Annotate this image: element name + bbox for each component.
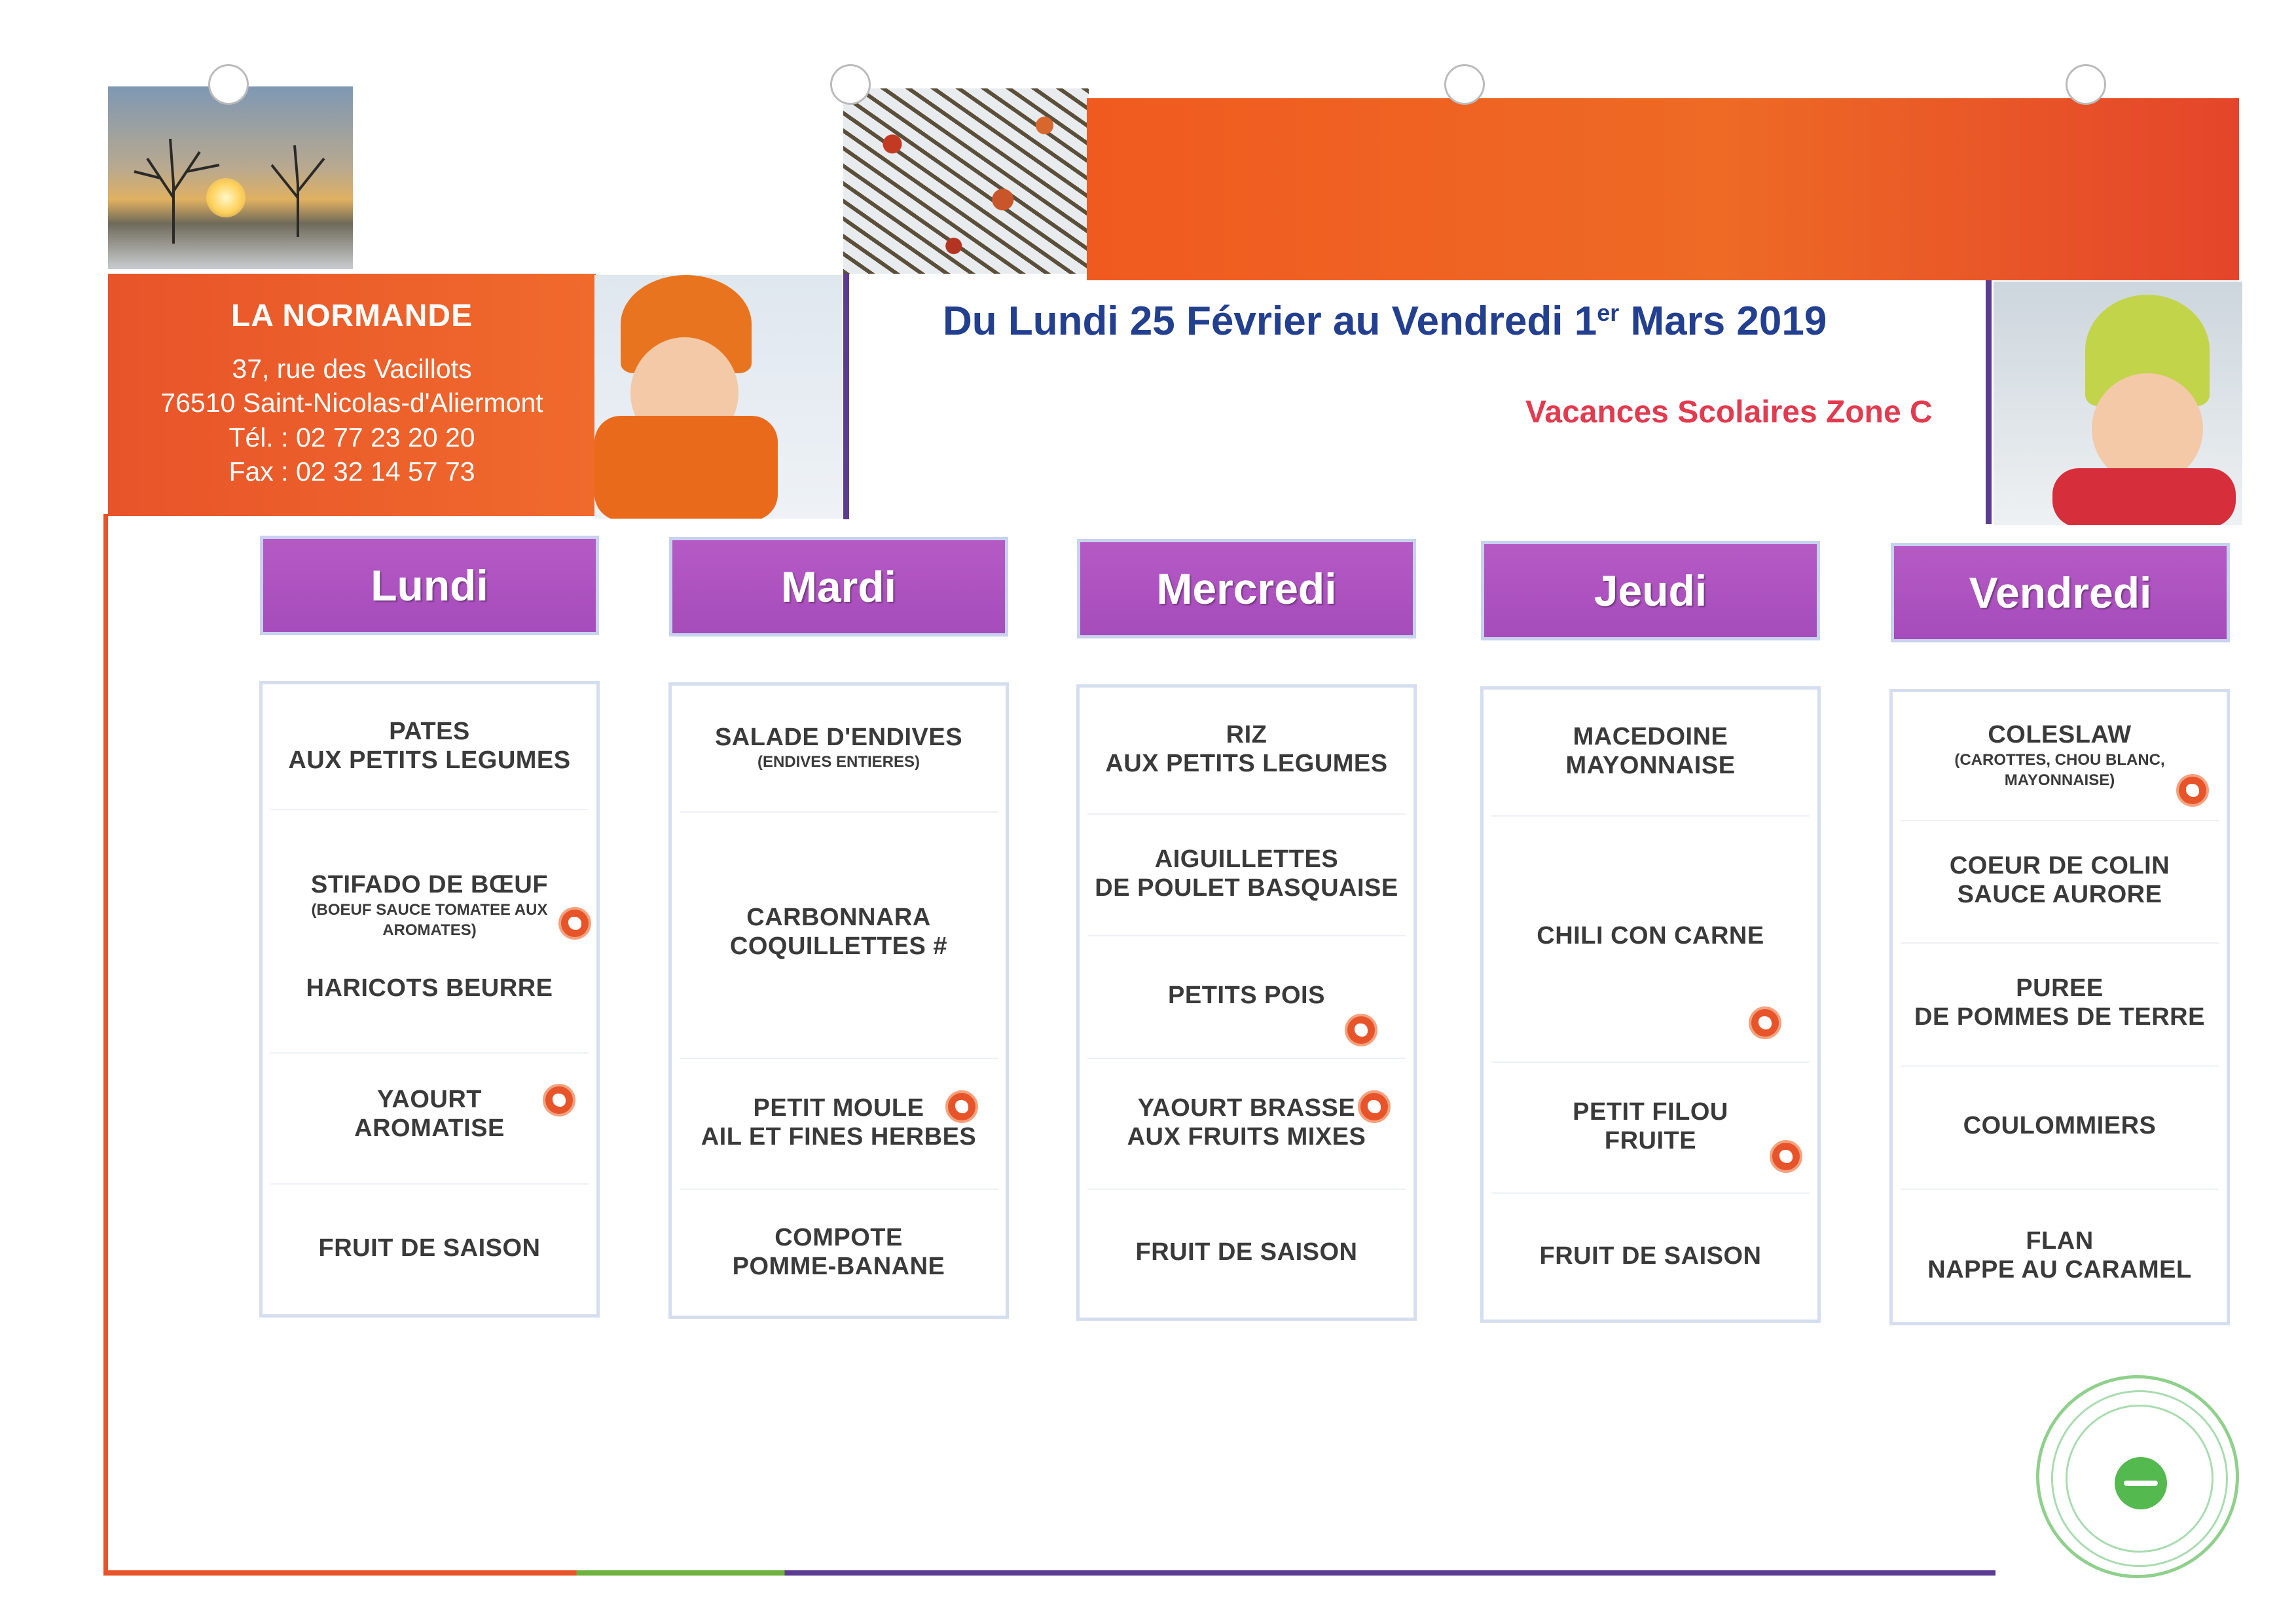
day-header-lundi: Lundi [260, 536, 599, 635]
menu-item: FRUIT DE SAISON [1539, 1242, 1762, 1270]
child-orange-hat-photo [594, 275, 842, 519]
day-header-mercredi: Mercredi [1077, 539, 1416, 638]
restaurant-address: 37, rue des Vacillots [232, 354, 472, 384]
day-header-jeudi: Jeudi [1481, 541, 1820, 640]
restaurant-phone: Tél. : 02 77 23 20 20 [228, 422, 475, 452]
frame-divider [1986, 280, 1992, 524]
menu-item: PETIT MOULE AIL ET FINES HERBES [672, 1058, 1006, 1189]
menu-item: AIGUILLETTES DE POULET BASQUAISE [1095, 845, 1398, 902]
menu-item: FRUIT DE SAISON [318, 1234, 541, 1263]
menu-column-mercredi [1076, 684, 1417, 1321]
local-product-icon [543, 1084, 575, 1116]
binder-hole [2066, 64, 2106, 105]
restaurant-city: 76510 Saint-Nicolas-d'Aliermont [160, 388, 543, 418]
restaurant-name: LA NORMANDE [230, 299, 473, 333]
binder-hole [830, 64, 871, 105]
local-product-icon [1770, 1140, 1802, 1173]
menu-item: YAOURT BRASSE AUX FRUITS MIXES [1080, 1058, 1413, 1189]
local-product-icon [1749, 1006, 1781, 1039]
snowy-apples-photo [843, 88, 1089, 274]
organic-plate-logo [2036, 1375, 2239, 1578]
restaurant-fax: Fax : 02 32 14 57 73 [228, 456, 475, 487]
menu-item: HARICOTS BEURRE [306, 974, 553, 1003]
sunset-trees-photo [108, 86, 353, 269]
menu-column-lundi [259, 681, 600, 1318]
frame-left-border [103, 514, 108, 1575]
menu-item: PATES AUX PETITS LEGUMES [288, 718, 571, 774]
day-header-mardi: Mardi [669, 537, 1008, 637]
child-green-hat-photo [1994, 282, 2242, 525]
menu-item: CHILI CON CARNE [1484, 815, 1817, 1058]
menu-item: SALADE D'ENDIVES (ENDIVES ENTIERES) [714, 723, 963, 771]
local-product-icon [1358, 1090, 1391, 1123]
menu-item: PETITS POIS [1080, 935, 1413, 1056]
menu-column-vendredi [1889, 689, 2230, 1325]
frame-bottom-border [103, 1570, 1995, 1576]
menu-column-mardi [668, 682, 1009, 1319]
menu-item: RIZ AUX PETITS LEGUMES [1105, 721, 1388, 777]
day-header-vendredi: Vendredi [1891, 543, 2230, 642]
top-orange-banner [1087, 98, 2239, 280]
local-product-icon [945, 1090, 978, 1123]
menu-item: FRUIT DE SAISON [1135, 1238, 1358, 1266]
menu-item: YAOURT AROMATISE [263, 1052, 596, 1177]
menu-item: PETIT FILOU FRUITE [1484, 1061, 1817, 1192]
menu-item: COULOMMIERS [1963, 1111, 2157, 1139]
menu-item: FLAN NAPPE AU CARAMEL [1927, 1227, 2192, 1283]
menu-item: COEUR DE COLIN SAUCE AURORE [1949, 851, 2170, 908]
binder-hole [1444, 64, 1485, 105]
menu-item: STIFADO DE BŒUF (BOEUF SAUCE TOMATEE AUX AROMATES) [263, 809, 596, 959]
menu-item: COLESLAW (CAROTTES, CHOU BLANC, MAYONNAISE) [1893, 692, 2227, 820]
local-product-icon [1345, 1014, 1377, 1046]
menu-item: MACEDOINE MAYONNAISE [1565, 723, 1736, 779]
frame-divider [843, 274, 849, 519]
menu-column-jeudi [1480, 686, 1821, 1323]
menu-item: CARBONNARA COQUILLETTES # [729, 904, 948, 960]
school-holiday-subtitle: Vacances Scolaires Zone C [1525, 395, 1933, 430]
menu-item: COMPOTE POMME-BANANE [732, 1223, 945, 1280]
local-product-icon [2176, 774, 2209, 807]
menu-week-title: Du Lundi 25 Février au Vendredi 1er Mars 2019 [943, 299, 1827, 344]
binder-hole [208, 64, 249, 105]
menu-item: PUREE DE POMMES DE TERRE [1914, 974, 2205, 1031]
